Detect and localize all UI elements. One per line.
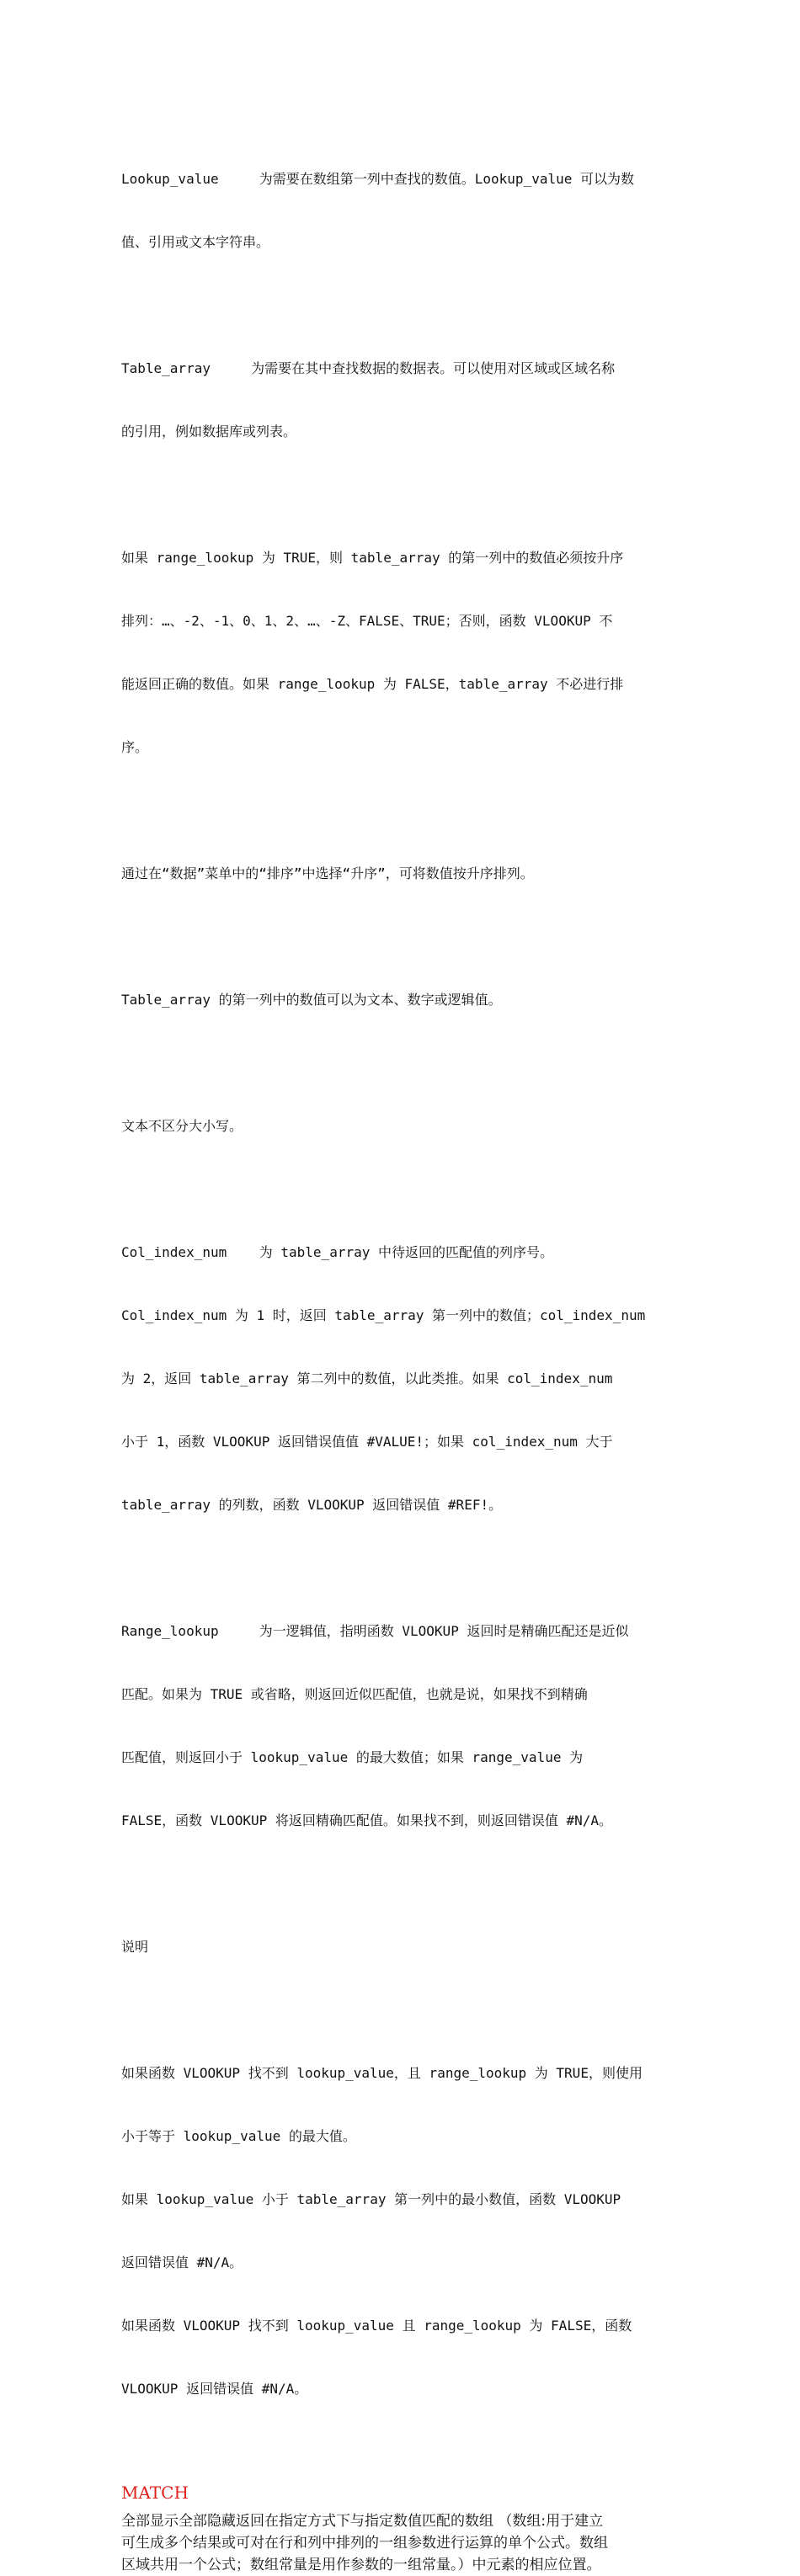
case-paragraph xyxy=(121,1073,680,1179)
table-array-paragraph xyxy=(121,316,680,484)
text-line: FALSE，函数 VLOOKUP 将返回精确匹配值。如果找不到，则返回错误值 #N/A。 xyxy=(121,1812,613,1828)
text-line: Table_array 为需要在其中查找数据的数据表。可以使用对区域或区域名称 xyxy=(121,360,616,376)
first-column-paragraph xyxy=(121,947,680,1052)
text-line: Lookup_value 为需要在数组第一列中查找的数值。Lookup_value 可以为数 xyxy=(121,171,634,187)
text-line: 说明 xyxy=(121,1939,149,1955)
text-line: 能返回正确的数值。如果 range_lookup 为 FALSE，table_array 不必进行排 xyxy=(121,676,624,692)
text-line: VLOOKUP 返回错误值 #N/A。 xyxy=(121,2381,308,2397)
text-line: 小于 1，函数 VLOOKUP 返回错误值值 #VALUE!；如果 col_index_num 大于 xyxy=(121,1434,613,1450)
text-line: 可生成多个结果或可对在行和列中排列的一组参数进行运算的单个公式。数组 xyxy=(121,2535,608,2552)
range-lookup-paragraph xyxy=(121,1578,680,1873)
text-line: 区域共用一个公式；数组常量是用作参数的一组常量。）中元素的相应位置。 xyxy=(121,2557,601,2573)
text-line: 如果 range_lookup 为 TRUE，则 table_array 的第一列中的数值必须按升序 xyxy=(121,550,624,566)
match-description xyxy=(121,2510,680,2576)
note-title xyxy=(121,1894,680,1999)
text-line: 值、引用或文本字符串。 xyxy=(121,234,270,250)
text-line: Col_index_num 为 table_array 中待返回的匹配值的列序号。 xyxy=(121,1244,553,1260)
document-page xyxy=(121,126,680,2576)
text-line: 匹配值，则返回小于 lookup_value 的最大数值；如果 range_value 为 xyxy=(121,1749,584,1765)
text-line: Range_lookup 为一逻辑值，指明函数 VLOOKUP 返回时是精确匹配还是近似 xyxy=(121,1623,629,1639)
text-line: 序。 xyxy=(121,739,149,755)
text-line: 全部显示全部隐藏返回在指定方式下与指定数值匹配的数组 （数组:用于建立 xyxy=(121,2513,604,2530)
text-line: 小于等于 lookup_value 的最大值。 xyxy=(121,2128,356,2144)
match-heading: MATCH xyxy=(121,2483,189,2503)
text-line: 为 2，返回 table_array 第二列中的数值，以此类推。如果 col_index_num xyxy=(121,1370,613,1386)
text-line: 的引用，例如数据库或列表。 xyxy=(121,423,297,439)
sort-tip-paragraph xyxy=(121,821,680,926)
text-line: 返回错误值 #N/A。 xyxy=(121,2254,243,2270)
text-line: Col_index_num 为 1 时，返回 table_array 第一列中的数值；col_index_num xyxy=(121,1307,646,1323)
text-line: 如果函数 VLOOKUP 找不到 lookup_value，且 range_lookup 为 TRUE，则使用 xyxy=(121,2065,643,2081)
text-line: table_array 的列数，函数 VLOOKUP 返回错误值 #REF!。 xyxy=(121,1497,503,1513)
text-line: 通过在“数据”菜单中的“排序”中选择“升序”，可将数值按升序排列。 xyxy=(121,865,534,881)
lookup-value-paragraph xyxy=(121,126,680,295)
text-line: 如果 lookup_value 小于 table_array 第一列中的最小数值，函数 VLOOKUP xyxy=(121,2191,621,2207)
range-true-paragraph xyxy=(121,505,680,800)
notes-paragraph xyxy=(121,2020,680,2441)
text-line: Table_array 的第一列中的数值可以为文本、数字或逻辑值。 xyxy=(121,992,502,1008)
text-line: 匹配。如果为 TRUE 或省略，则返回近似匹配值，也就是说，如果找不到精确 xyxy=(121,1686,588,1702)
text-line: 排列：…、-2、-1、0、1、2、…、-Z、FALSE、TRUE；否则，函数 VLOOKUP 不 xyxy=(121,613,613,629)
text-line: 如果函数 VLOOKUP 找不到 lookup_value 且 range_lookup 为 FALSE，函数 xyxy=(121,2318,632,2334)
col-index-paragraph xyxy=(121,1200,680,1557)
text-line: 文本不区分大小写。 xyxy=(121,1118,243,1134)
